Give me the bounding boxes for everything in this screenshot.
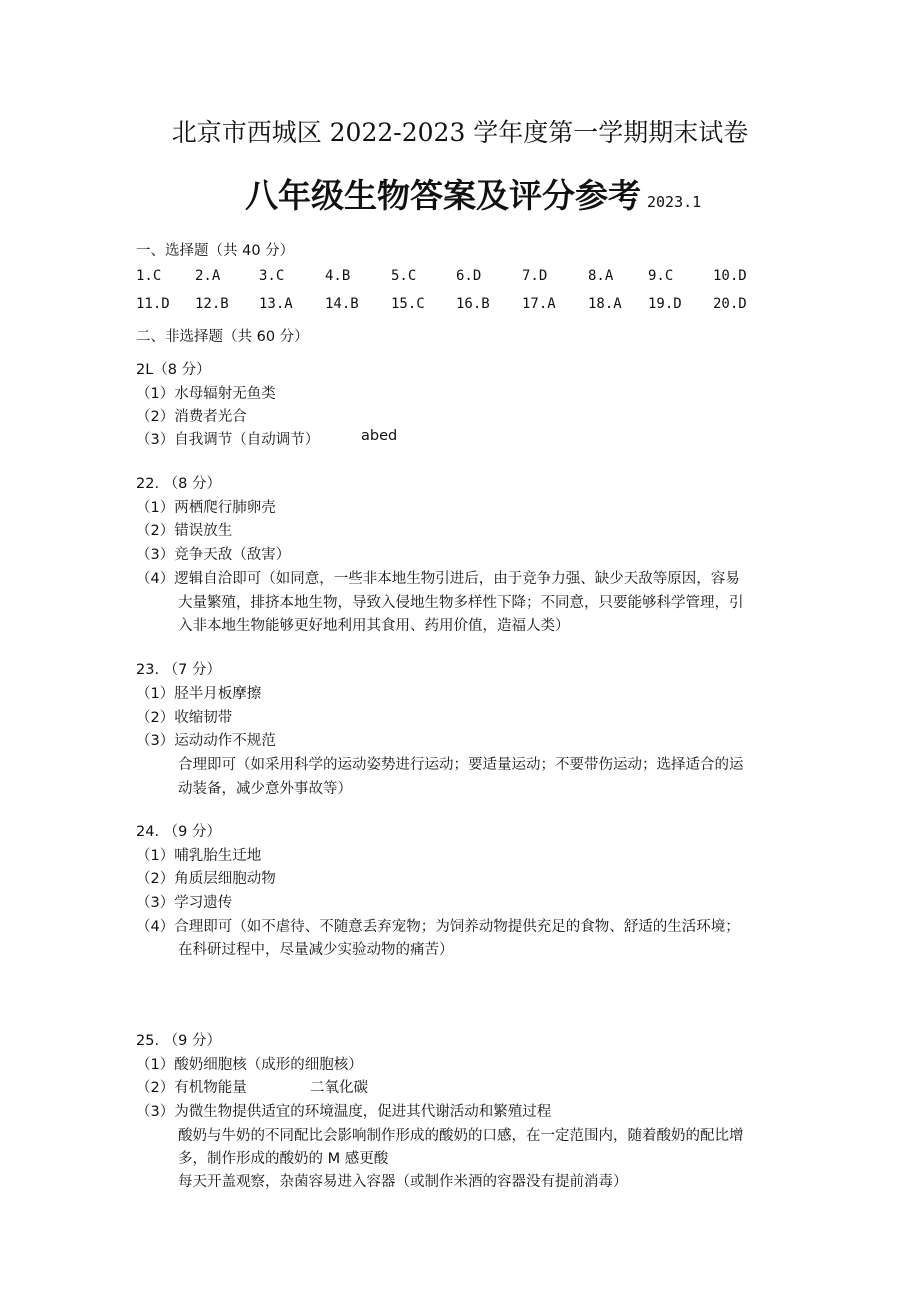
answer-item: 18.A (588, 296, 622, 312)
q25-line5: 每天开盖观察，杂菌容易进入容器（或制作米酒的容器没有提前消毒） (178, 1174, 628, 1190)
q23-line4-cont: 动装备，减少意外事故等） (178, 781, 352, 797)
q24-line3: （3）学习遗传 (136, 895, 233, 911)
q22-line3: （3）竞争天敌（敌害） (136, 547, 291, 563)
answer-item: 17.A (522, 296, 556, 312)
q21-line3-answer: abed (361, 428, 398, 444)
answer-item: 7.D (522, 268, 548, 284)
answer-item: 4.B (325, 268, 351, 284)
q21-head: 2L（8 分） (136, 362, 211, 378)
q25-head: 25. （9 分） (136, 1033, 222, 1049)
answer-item: 10.D (713, 268, 747, 284)
answer-item: 5.C (391, 268, 417, 284)
subtitle-text: 八年级生物答案及评分参考 (245, 176, 641, 215)
q22-line4-cont1: 大量繁殖，排挤本地生物，导致入侵地生物多样性下降；不同意，只要能够科学管理，引 (178, 595, 744, 611)
section1-heading: 一、选择题（共 40 分） (136, 243, 295, 259)
answer-item: 9.C (648, 268, 674, 284)
q23-line1: （1）胫半月板摩擦 (136, 686, 262, 702)
answer-item: 13.A (259, 296, 293, 312)
answer-item: 15.C (391, 296, 425, 312)
q22-line2: （2）错误放生 (136, 523, 233, 539)
answer-item: 19.D (648, 296, 682, 312)
q22-line4: （4）逻辑自洽即可（如同意，一些非本地生物引进后，由于竞争力强、缺少天敌等原因，容易 (136, 571, 740, 587)
answer-item: 16.B (456, 296, 490, 312)
q25-line2: （2）有机物能量 (136, 1080, 247, 1096)
answer-item: 14.B (325, 296, 359, 312)
q25-line4: 酸奶与牛奶的不同配比会影响制作形成的酸奶的口感，在一定范围内，随着酸奶的配比增 (178, 1128, 744, 1144)
q25-line2-answer: 二氧化碳 (310, 1080, 368, 1096)
document-date: 2023.1 (647, 193, 702, 211)
q24-line2: （2）角质层细胞动物 (136, 871, 276, 887)
answer-item: 6.D (456, 268, 482, 284)
section2-heading: 二、非选择题（共 60 分） (136, 329, 309, 345)
answer-item: 12.B (195, 296, 229, 312)
q25-line3: （3）为微生物提供适宜的环境温度，促进其代谢活动和繁殖过程 (136, 1104, 552, 1120)
q21-line1: （1）水母辐射无鱼类 (136, 386, 276, 402)
document-subtitle (245, 170, 701, 217)
q23-line2: （2）收缩韧带 (136, 710, 233, 726)
answer-item: 20.D (713, 296, 747, 312)
answer-item: 8.A (588, 268, 614, 284)
q21-line3: （3）自我调节（自动调节） (136, 432, 320, 448)
q24-line1: （1）哺乳胎生迁地 (136, 848, 262, 864)
answer-item: 3.C (259, 268, 285, 284)
q24-line4-cont: 在科研过程中，尽量减少实验动物的痛苦） (178, 942, 454, 958)
q22-line4-cont2: 入非本地生物能够更好地利用其食用、药用价值，造福人类） (178, 618, 570, 634)
answer-item: 2.A (195, 268, 221, 284)
q22-line1: （1）两栖爬行肺卵壳 (136, 500, 276, 516)
answer-item: 1.C (136, 268, 162, 284)
q24-line4: （4）合理即可（如不虐待、不随意丢弃宠物；为饲养动物提供充足的食物、舒适的生活环境； (136, 919, 740, 935)
q21-line2: （2）消费者光合 (136, 409, 247, 425)
document-title: 北京市西城区 2022-2023 学年度第一学期期末试卷 (171, 118, 749, 147)
q25-line1: （1）酸奶细胞核（成形的细胞核） (136, 1057, 363, 1073)
q25-line4-cont: 多，制作形成的酸奶的 M 感更酸 (178, 1151, 389, 1167)
q23-line3: （3）运动动作不规范 (136, 733, 276, 749)
q23-head: 23. （7 分） (136, 662, 222, 678)
q23-line4: 合理即可（如采用科学的运动姿势进行运动；要适量运动；不要带伤运动；选择适合的运 (178, 757, 744, 773)
q24-head: 24. （9 分） (136, 824, 222, 840)
answer-item: 11.D (136, 296, 170, 312)
q22-head: 22. （8 分） (136, 476, 222, 492)
